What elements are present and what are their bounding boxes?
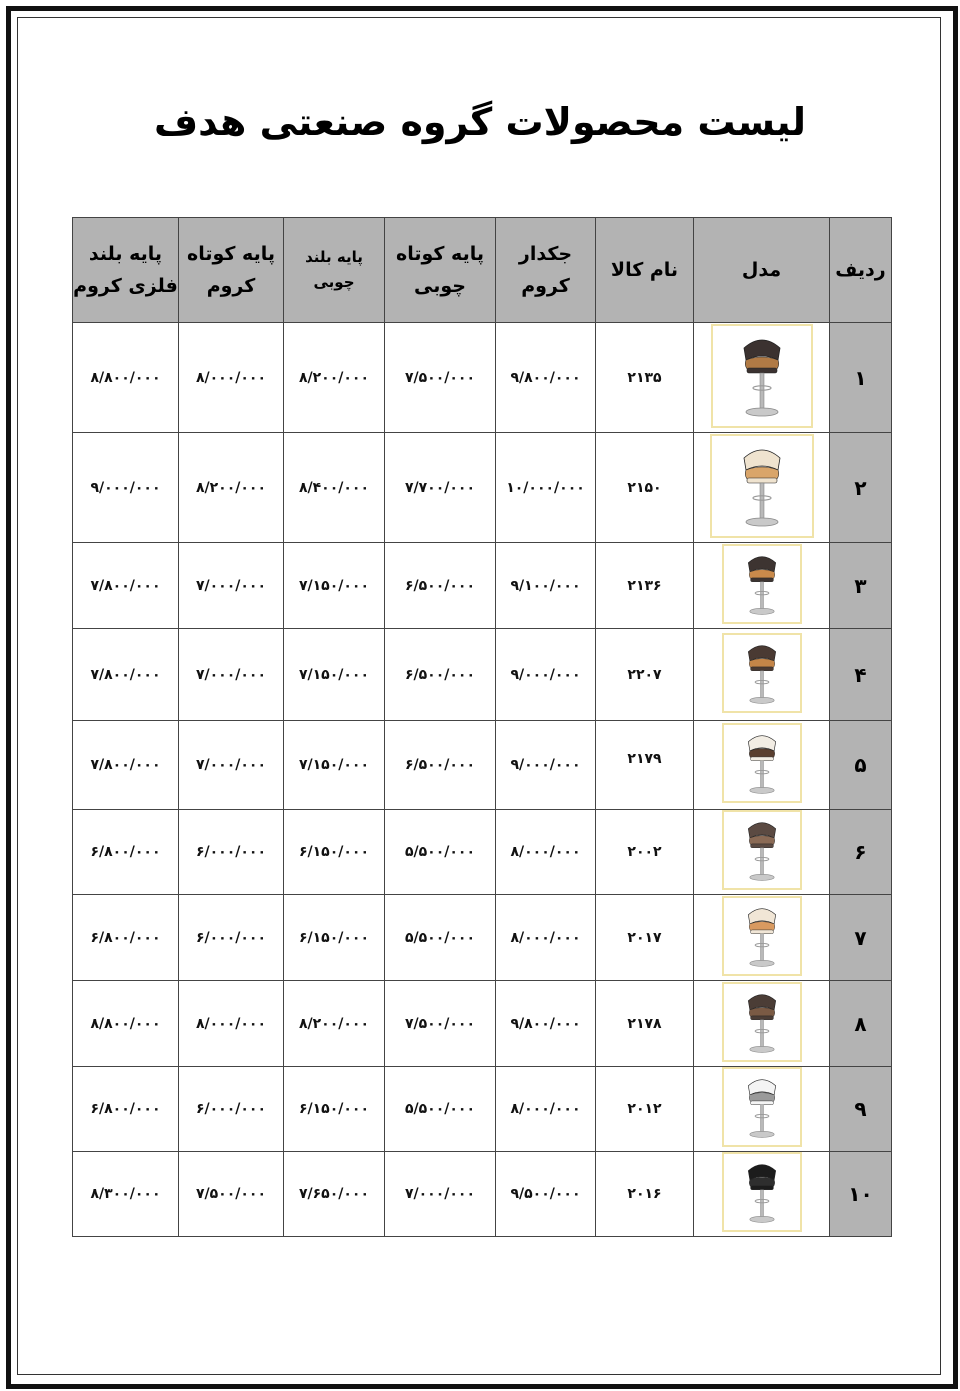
price-tall-metal-chrome: ۸/۸۰۰/۰۰۰ <box>73 323 179 433</box>
price-tall-metal-chrome: ۶/۸۰۰/۰۰۰ <box>73 810 179 895</box>
table-row <box>73 433 892 543</box>
table-row <box>73 810 892 895</box>
price-wall-chrome: ۱۰/۰۰۰/۰۰۰ <box>496 433 596 543</box>
table-row <box>73 721 892 810</box>
model-cell <box>694 895 830 981</box>
price-tall-wood: ۸/۲۰۰/۰۰۰ <box>284 323 385 433</box>
bar-stool-image <box>722 633 802 713</box>
product-code: ۲۰۱۷ <box>596 895 694 981</box>
bar-stool-image <box>722 544 802 624</box>
product-code: ۲۲۰۷ <box>596 629 694 721</box>
product-code: ۲۱۷۹ <box>596 721 694 810</box>
bar-stool-image <box>722 896 802 976</box>
model-cell <box>694 810 830 895</box>
header-row-number: ردیف <box>830 218 892 323</box>
price-tall-wood: ۷/۶۵۰/۰۰۰ <box>284 1152 385 1237</box>
price-short-chrome: ۷/۰۰۰/۰۰۰ <box>179 543 284 629</box>
table-row <box>73 1152 892 1237</box>
price-tall-metal-chrome: ۶/۸۰۰/۰۰۰ <box>73 895 179 981</box>
price-wall-chrome: ۹/۸۰۰/۰۰۰ <box>496 323 596 433</box>
row-number: ۳ <box>830 543 892 629</box>
price-wall-chrome: ۹/۱۰۰/۰۰۰ <box>496 543 596 629</box>
price-wall-chrome: ۹/۵۰۰/۰۰۰ <box>496 1152 596 1237</box>
price-wall-chrome: ۸/۰۰۰/۰۰۰ <box>496 895 596 981</box>
header-tall-wood: پایه بلند چوبی <box>284 218 385 323</box>
header-short-wood: پایه کوتاه چوبی <box>385 218 496 323</box>
price-short-wood: ۷/۷۰۰/۰۰۰ <box>385 433 496 543</box>
product-code: ۲۱۷۸ <box>596 981 694 1067</box>
price-tall-metal-chrome: ۷/۸۰۰/۰۰۰ <box>73 629 179 721</box>
price-wall-chrome: ۹/۰۰۰/۰۰۰ <box>496 629 596 721</box>
price-short-wood: ۵/۵۰۰/۰۰۰ <box>385 810 496 895</box>
model-cell <box>694 1152 830 1237</box>
price-short-wood: ۷/۵۰۰/۰۰۰ <box>385 981 496 1067</box>
table-row <box>73 629 892 721</box>
product-code: ۲۰۱۲ <box>596 1067 694 1152</box>
price-short-chrome: ۸/۰۰۰/۰۰۰ <box>179 323 284 433</box>
bar-stool-image <box>722 810 802 890</box>
price-short-chrome: ۶/۰۰۰/۰۰۰ <box>179 810 284 895</box>
model-cell <box>694 433 830 543</box>
page-title: لیست محصولات گروه صنعتی هدف <box>153 100 807 144</box>
price-tall-wood: ۶/۱۵۰/۰۰۰ <box>284 1067 385 1152</box>
price-short-wood: ۶/۵۰۰/۰۰۰ <box>385 543 496 629</box>
price-wall-chrome: ۸/۰۰۰/۰۰۰ <box>496 810 596 895</box>
price-tall-wood: ۸/۲۰۰/۰۰۰ <box>284 981 385 1067</box>
model-cell <box>694 323 830 433</box>
header-row <box>73 218 892 323</box>
price-short-wood: ۵/۵۰۰/۰۰۰ <box>385 895 496 981</box>
price-table <box>72 217 892 1237</box>
header-wall-chrome: جکدار کروم <box>496 218 596 323</box>
price-tall-wood: ۷/۱۵۰/۰۰۰ <box>284 629 385 721</box>
price-tall-metal-chrome: ۷/۸۰۰/۰۰۰ <box>73 721 179 810</box>
product-code: ۲۰۰۲ <box>596 810 694 895</box>
price-tall-metal-chrome: ۷/۸۰۰/۰۰۰ <box>73 543 179 629</box>
price-wall-chrome: ۹/۰۰۰/۰۰۰ <box>496 721 596 810</box>
bar-stool-image <box>722 1152 802 1232</box>
price-short-wood: ۶/۵۰۰/۰۰۰ <box>385 721 496 810</box>
row-number: ۲ <box>830 433 892 543</box>
model-cell <box>694 1067 830 1152</box>
price-short-chrome: ۶/۰۰۰/۰۰۰ <box>179 895 284 981</box>
price-short-wood: ۷/۵۰۰/۰۰۰ <box>385 323 496 433</box>
price-tall-metal-chrome: ۸/۳۰۰/۰۰۰ <box>73 1152 179 1237</box>
row-number: ۶ <box>830 810 892 895</box>
bar-stool-image <box>722 723 802 803</box>
table-row <box>73 981 892 1067</box>
table-row <box>73 543 892 629</box>
price-short-chrome: ۷/۵۰۰/۰۰۰ <box>179 1152 284 1237</box>
price-short-chrome: ۸/۲۰۰/۰۰۰ <box>179 433 284 543</box>
product-code: ۲۰۱۶ <box>596 1152 694 1237</box>
price-tall-wood: ۸/۴۰۰/۰۰۰ <box>284 433 385 543</box>
price-tall-wood: ۷/۱۵۰/۰۰۰ <box>284 543 385 629</box>
price-tall-metal-chrome: ۹/۰۰۰/۰۰۰ <box>73 433 179 543</box>
row-number: ۹ <box>830 1067 892 1152</box>
price-short-wood: ۵/۵۰۰/۰۰۰ <box>385 1067 496 1152</box>
row-number: ۷ <box>830 895 892 981</box>
price-wall-chrome: ۸/۰۰۰/۰۰۰ <box>496 1067 596 1152</box>
bar-stool-image <box>710 434 814 538</box>
product-code: ۲۱۵۰ <box>596 433 694 543</box>
header-model: مدل <box>694 218 830 323</box>
row-number: ۴ <box>830 629 892 721</box>
row-number: ۵ <box>830 721 892 810</box>
product-code: ۲۱۳۶ <box>596 543 694 629</box>
price-short-chrome: ۸/۰۰۰/۰۰۰ <box>179 981 284 1067</box>
header-tall-metal-chrome: پایه بلند فلزی کروم <box>73 218 179 323</box>
model-cell <box>694 981 830 1067</box>
price-short-chrome: ۷/۰۰۰/۰۰۰ <box>179 721 284 810</box>
price-tall-wood: ۶/۱۵۰/۰۰۰ <box>284 810 385 895</box>
table-row <box>73 1067 892 1152</box>
model-cell <box>694 629 830 721</box>
bar-stool-image <box>722 982 802 1062</box>
price-tall-metal-chrome: ۶/۸۰۰/۰۰۰ <box>73 1067 179 1152</box>
price-tall-metal-chrome: ۸/۸۰۰/۰۰۰ <box>73 981 179 1067</box>
product-code: ۲۱۳۵ <box>596 323 694 433</box>
table-row <box>73 323 892 433</box>
row-number: ۱۰ <box>830 1152 892 1237</box>
row-number: ۱ <box>830 323 892 433</box>
bar-stool-image <box>711 324 813 428</box>
price-short-chrome: ۷/۰۰۰/۰۰۰ <box>179 629 284 721</box>
table-row <box>73 895 892 981</box>
price-wall-chrome: ۹/۸۰۰/۰۰۰ <box>496 981 596 1067</box>
model-cell <box>694 543 830 629</box>
price-short-wood: ۶/۵۰۰/۰۰۰ <box>385 629 496 721</box>
row-number: ۸ <box>830 981 892 1067</box>
price-tall-wood: ۷/۱۵۰/۰۰۰ <box>284 721 385 810</box>
header-product-name: نام کالا <box>596 218 694 323</box>
price-short-wood: ۷/۰۰۰/۰۰۰ <box>385 1152 496 1237</box>
model-cell <box>694 721 830 810</box>
price-short-chrome: ۶/۰۰۰/۰۰۰ <box>179 1067 284 1152</box>
bar-stool-image <box>722 1067 802 1147</box>
header-short-chrome: پایه کوتاه کروم <box>179 218 284 323</box>
price-tall-wood: ۶/۱۵۰/۰۰۰ <box>284 895 385 981</box>
